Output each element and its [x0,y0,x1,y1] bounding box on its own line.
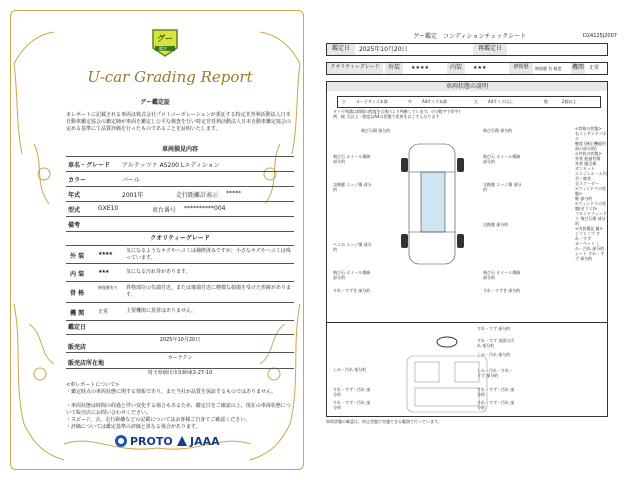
legend-item: <内装傷記 載> [575,226,603,231]
quality-stars: 正常 [98,309,109,315]
damage-label: 交換歴 エッジ傷 部分的 [483,182,522,192]
legend-item: フロントウィンドウ 飛び石傷 部分的 [575,211,607,226]
row-label: 型式 [68,207,81,214]
interior-label: すれ・すず・汚れ 部分的 [477,400,515,410]
quality-stars: ★★★★ [98,251,112,257]
row-label: カラー [68,177,87,184]
badge-bottom-text: 鑑定 [159,46,167,51]
damage-label: 飛び石傷 部分的 [483,128,513,133]
damage-label: ヘコみ エッジ傷 部分的 [333,242,372,252]
quality-comment: 主要機関に異常はありません。 [126,308,197,314]
frame-value: 修復歴 有 軽度 [535,66,562,71]
legend-item: 全スクーダー [575,181,599,186]
vehicle-row [66,187,294,202]
grading-certificate [4,4,310,476]
jaaa-logo-text: JAAA [190,435,220,448]
interior-label: すれ・すず・汚れ 部分的 [477,387,515,397]
date-row [326,43,608,56]
row-label: 車名・グレード [68,162,111,169]
address-row [66,360,294,369]
vehicle-header: 車両損見内容 [66,146,294,157]
damage-label: 飛び石 ホイール傷跡 部分的 [483,270,521,280]
interior-label: すれ・すず・汚れ 部分的 [333,387,371,397]
quality-row-engine [66,303,294,321]
quality-row-interior [66,264,294,282]
interior-label: しみ・汚れ・すれ・すず 部分的 [477,368,513,378]
sheet-title: グー鑑定 コンディションチェックシート [413,33,527,40]
legend-item: <骨格の状態> [575,126,602,131]
size-a4: A4サイズ未満 [422,99,447,104]
vehicle-row [66,217,294,232]
quality-grade-row [326,62,608,75]
date-value: 2025年10月20日 [359,46,408,53]
size-large: 大 [474,99,478,104]
row-value: パール [122,177,140,184]
size-small: 小 [342,99,346,104]
quality-label: 骨 格 [70,290,85,297]
quality-row-frame [66,282,294,303]
quality-stars: 修復歴有り [98,285,118,290]
legend-item: <外装の状態> [575,151,602,156]
damage-label: 交換歴 エッジ傷 部分的 [333,182,372,192]
vehicle-row [66,157,294,172]
quality-comment: 気になるようなキズやヘコミは補修済みですが、小さなキズやヘコミは残っています。 [126,248,291,261]
count-label: 数 [544,99,548,104]
int-label: 内装 [447,63,465,74]
state-header: 車両状態の説明 [327,82,607,91]
count-value: 2個以上 [562,99,577,104]
proto-logo-text: PROTO [130,435,173,448]
quality-grade-label: クオリティーグレード [327,63,383,74]
legend-item: 外装 経過有傷 [575,156,601,161]
vehicle-row [66,202,294,217]
quality-comment: 気になる汚れ等があります。 [126,269,191,275]
interior-label: すれ・すず・汚れ 部分的 [333,400,371,410]
interior-label: しみ・汚れ 部分的 [333,367,367,372]
quality-header: クオリティーグレード [66,235,294,246]
state-note: 例：極 大以上一程度以A4の状態で差異をおこすんだります [333,114,440,119]
legend-item: カーペット しみ・汚れ 部分的 [575,241,605,251]
legend-item: <ウィンドウの状態(ガラス)> [575,201,607,211]
vehicle-row [66,172,294,187]
frame-label: 修復歴 [509,63,533,74]
divider [327,322,607,323]
intro-text: 本レポートに記載される車両は株式会社プロトコーポレーションが委託する特定非営利活動法人日本自動車鑑定協会の鑑定師が車両を鑑定し公平な検査を行い特定非営利活動法人日本自動車鑑定協会の定める基準にて品質評価を行ったものであることを証明いたします。 [66,112,292,132]
legend-list [575,126,607,261]
size-card: カードサイズ未満 [356,99,388,104]
size-medium: 中 [408,99,412,104]
interior-label: すれ・すず 部分的 [477,326,511,331]
state-note: タイヤ残溝は損傷の程度を目視 (より判断しています。(公)数字で印字) [333,109,461,114]
damage-label: 飛び石傷 部分的 [361,128,391,133]
damage-label: 飛び石 ホイール傷跡 部分的 [333,270,371,280]
goo-badge [151,28,179,58]
damage-label: 交換歴 部分的 [483,222,509,227]
size-legend [337,96,601,108]
legend-item: 右インサイドパネル [575,131,607,141]
quality-stars: ★★★ [98,269,109,275]
row-value-2: **********004 [184,205,226,212]
vehicle-state-box [326,81,608,417]
report-title: U-car Grading Report [87,68,253,86]
appraisal-date: 2025年10月20日 [159,337,201,343]
shop-row [66,344,294,353]
doc-id: D24125J2007 [583,33,617,39]
legend-item: エンジンルーム内劣・腐食 [575,171,607,181]
row-value: 2001年 [122,192,144,199]
quality-label: 外 装 [70,253,85,260]
ext-label: 外装 [385,63,403,74]
row-label-2: 走行距離計表示 [176,192,219,199]
badge-top-text: グー [157,34,173,43]
int-stars: ★★★ [473,65,487,71]
interior-label: しみ・汚れ 部分的 [477,352,511,357]
notes-item: ・スピード、音、走行距離などの記載についてはお客様ご自身でご確認ください。 [66,417,251,423]
interior-label: すれ・すず 表面は汚れ 部分的 [477,338,515,348]
reappraisal-label: 再鑑定日 [473,44,507,55]
shop-address: 埼玉県桶川市加納東2-27-10 [147,370,213,376]
ext-stars: ★★★★ [411,65,429,71]
notes-item: ・鑑定時点の車両状態に関する情報であり、また当社が品質を保証するものではありません。 [66,389,277,395]
row-value: アルテッツァ AS200 Lエディション [122,162,220,169]
quality-label: 内 装 [70,271,85,278]
engine-value: 正常 [589,65,600,71]
quality-row-exterior [66,246,294,264]
legend-item: 軽度 (修正機能用部の部分的) [575,141,606,151]
notes-item: ・車両状態は時間の経過と伴い変化する場合もあるため、鑑定日をご確認の上、現在の車両状態について販売店にお問い合わせください。 [66,403,291,416]
shop-name: カーテクン [167,355,193,361]
sheet-footer: 車両状態の確認は、停止状態で実施できる範囲で行っています。 [326,419,442,424]
damage-label: 飛び石 ホイール傷跡 部分的 [333,154,371,164]
size-a4plus: A4サイズ以上 [488,99,513,104]
legend-item: シート すれ・すず 部分的 [575,251,605,261]
legend-item: 外装 凝全傷 [575,161,597,166]
damage-label: すれ・すずき 部分的 [333,288,371,293]
appraisal-date-row [66,322,294,335]
row-label: 年式 [68,192,81,199]
row-label: 備考 [68,222,81,229]
legend-item: シフトノブ すれ・すず [575,231,601,241]
legend-item: <ウィンドウの状態> [575,186,607,196]
engine-label: 機関 [571,63,585,74]
exterior-diagram [333,122,533,282]
report-subtitle: グー鑑定証 [140,99,171,106]
legend-item: 軽 部分的 [575,196,593,201]
damage-label: すれ・すずき 部分的 [483,288,521,293]
damage-label: 飛び石 ホイール傷跡 部分的 [483,154,521,164]
quality-comment: 骨格部位の先端付近、または後端付近に軽微な損傷を受けた形跡があります。 [126,285,292,298]
address-label: 販売店所在地 [68,360,105,367]
quality-label: 機 関 [70,310,85,317]
date-label: 鑑定日 [327,44,355,55]
notes-item: ・評価については鑑定基準の評価と異なる場合があります。 [66,424,201,430]
row-label-2: 車台番号 [152,207,177,214]
notes-title: <車レポートについて> [66,382,120,388]
appraisal-date-label: 鑑定日 [68,324,87,331]
legend-item: ボンネット [575,166,595,171]
row-value: GXE10 [98,205,119,212]
shop-label: 販売店 [68,344,87,351]
row-value-2: ***** [226,190,241,197]
